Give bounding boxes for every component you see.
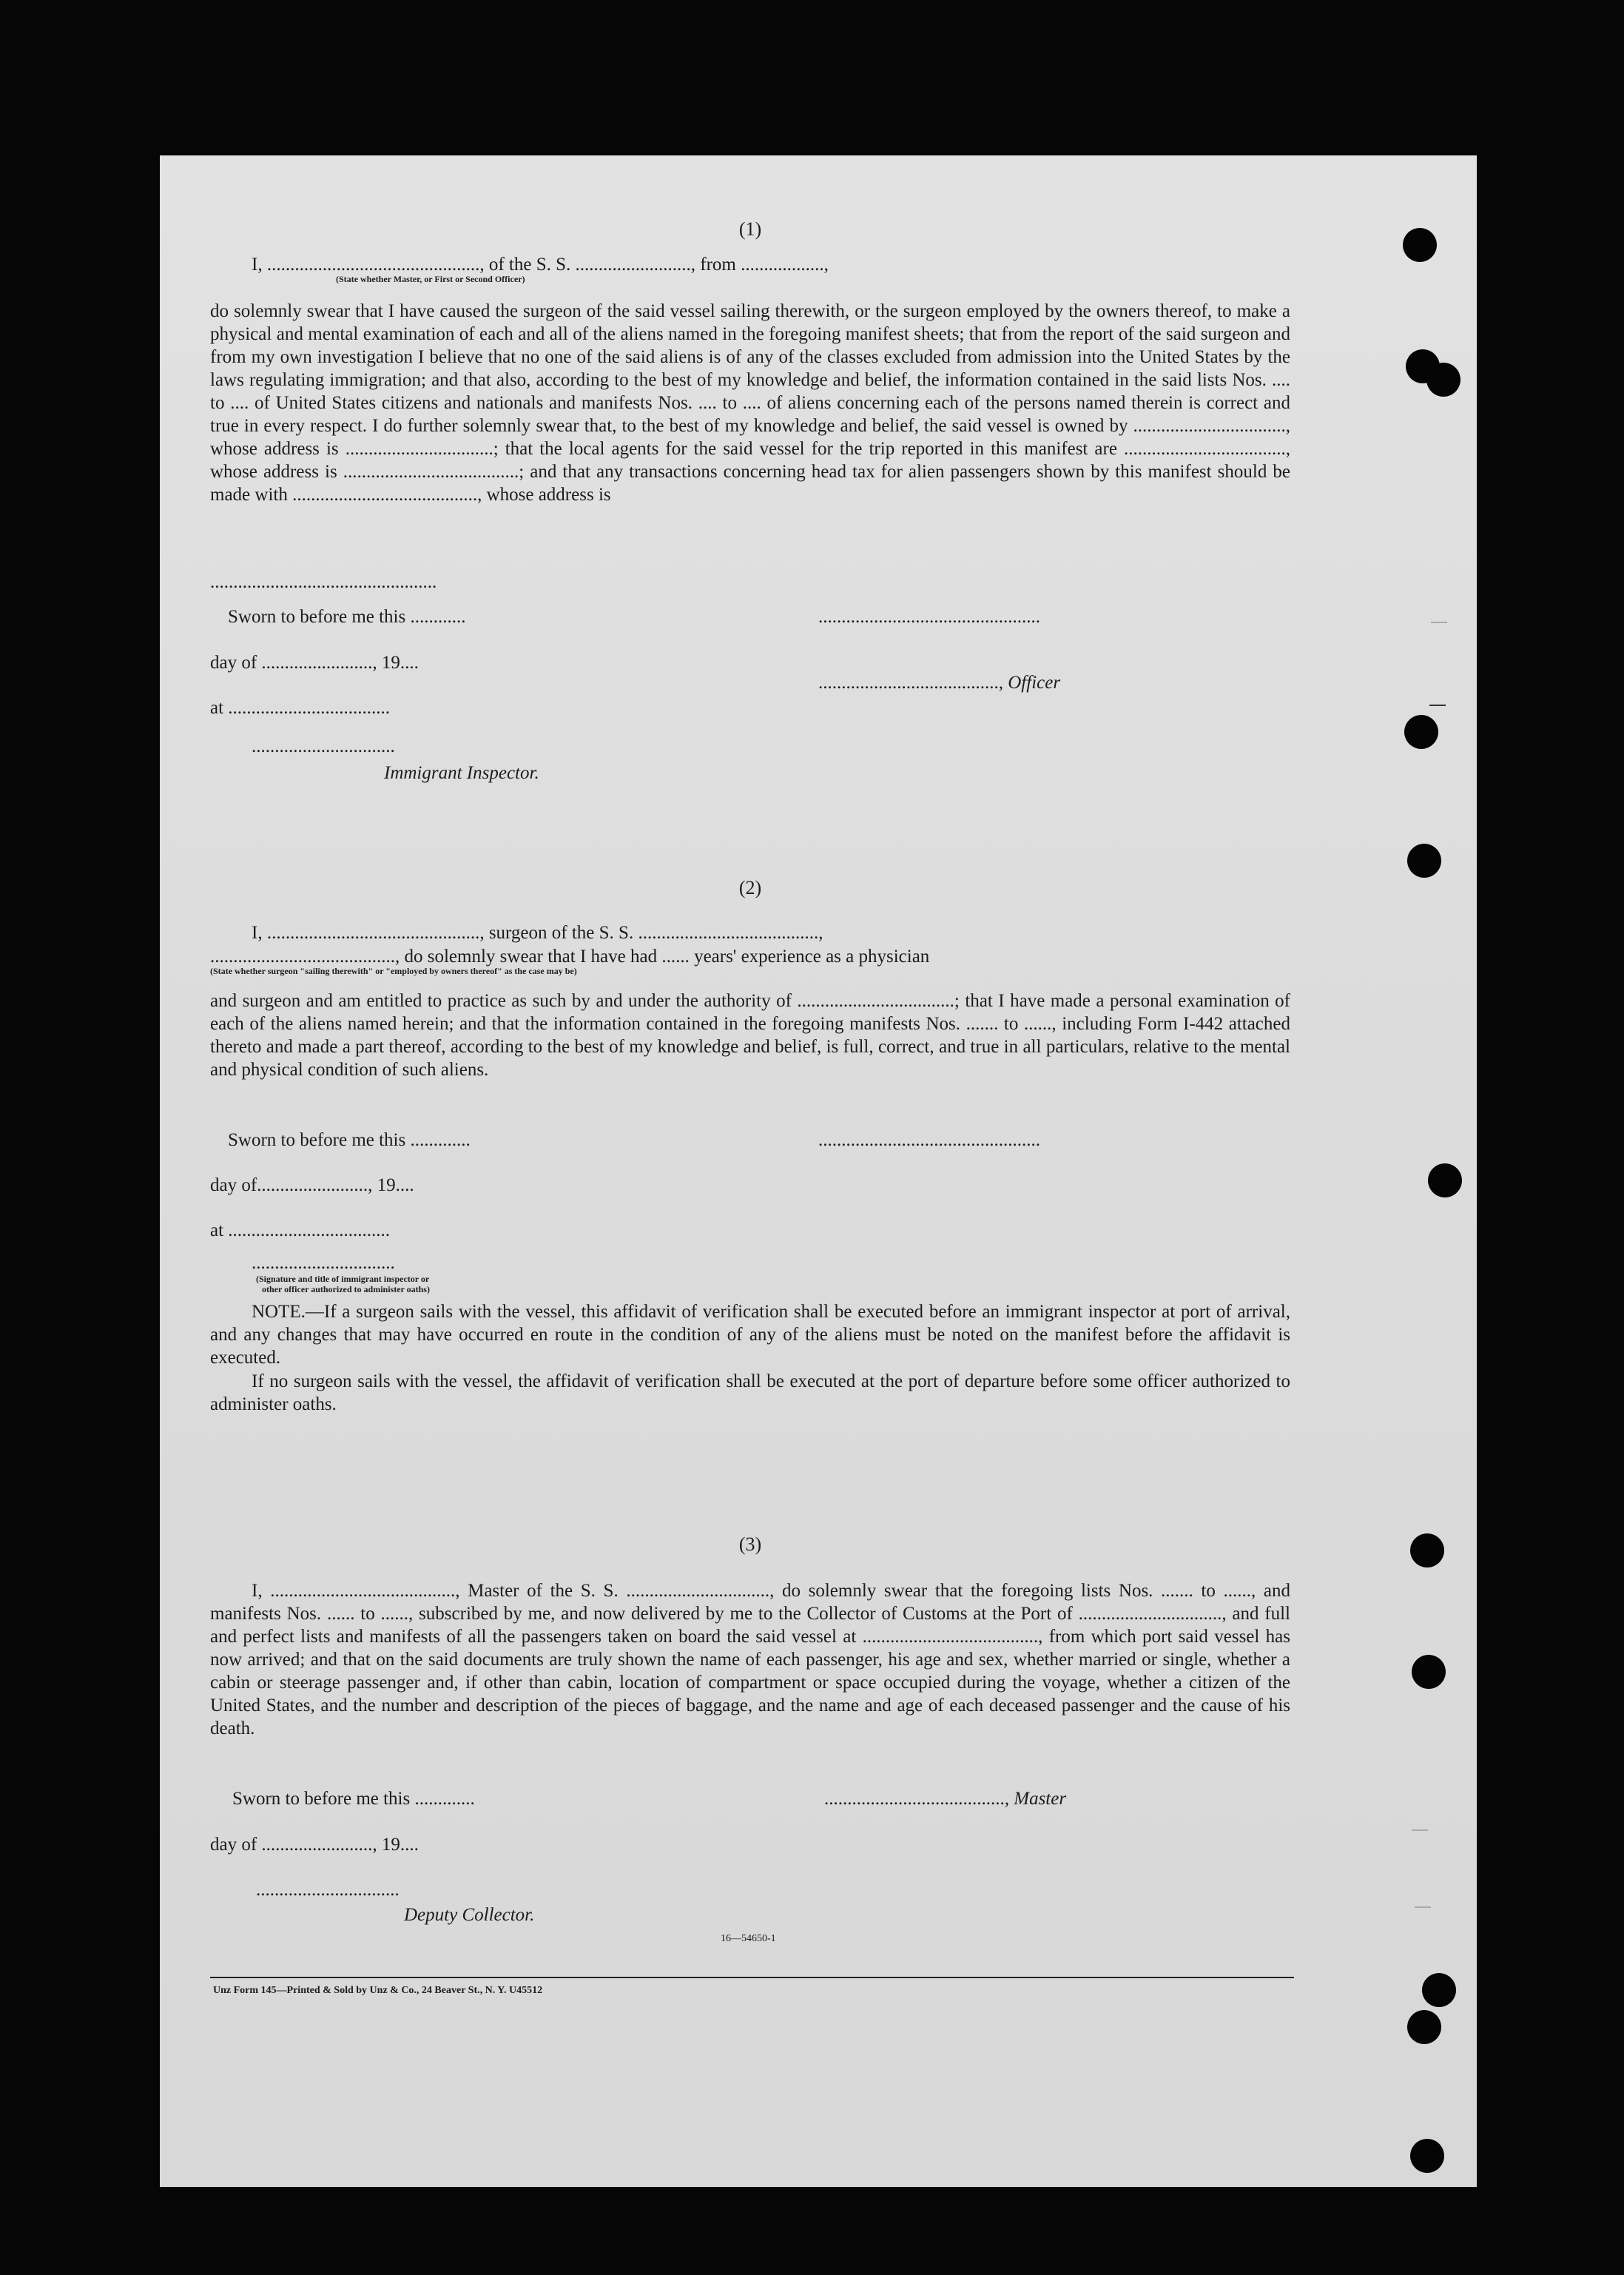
section-2-opening-note: (State whether surgeon "sailing therewith" or "employed by owners thereof" as the case may be) xyxy=(210,966,577,976)
section-3-day: day of ........................, 19.... xyxy=(210,1835,419,1855)
section-2 xyxy=(210,877,1290,1617)
section-3-body: I, ........................................, Master of the S. S. ..............................., do solemnly swear that the foregoing lists Nos. ....... to ......, and manifests Nos. ...... to ......, subscribed by me, and now delivered by me to the Collector of Customs at the Port of ..............................., and full and perfect lists and manifests of all the passengers taken on board the said vessel at ......................................, from which port said vessel has now arrived; and that on the said documents are truly shown the name of each passenger, his age and sex, whether married or single, whether a cabin or steerage passenger and, if other than cabin, location of compartment or space occupied during the voyage, whether a citizen of the United States, and the number and description of the pieces of baggage, and the name and age of each deceased passenger and the cause of his death. xyxy=(210,1581,1290,1738)
section-1-number: (1) xyxy=(738,218,762,240)
punch-hole xyxy=(1403,228,1437,262)
section-1 xyxy=(210,218,1290,944)
edge-mark xyxy=(1412,1829,1428,1831)
section-2-at: at ................................... xyxy=(210,1220,391,1240)
section-2-second-line: ........................................, do solemnly swear that I have had ...... years' experience as a physician xyxy=(210,947,930,967)
section-3-sworn: Sworn to before me this ............. xyxy=(232,1789,475,1809)
section-1-inspector-signature-line: ............................... xyxy=(252,736,395,756)
form-page xyxy=(160,155,1477,2187)
edge-mark xyxy=(1429,705,1446,706)
section-1-at: at ................................... xyxy=(210,698,391,718)
section-3-collector-label: Deputy Collector. xyxy=(404,1905,535,1925)
section-2-note-paragraph: NOTE.—If a surgeon sails with the vessel, this affidavit of verification shall be executed before an immigrant inspector at port of arrival, and any changes that may have occurred en route in the condition of any of the aliens must be noted on the manifest before the affidavit is executed. xyxy=(210,1302,1290,1368)
section-3-collector-signature-line: ............................... xyxy=(256,1880,400,1900)
section-2-signature-note-2: other officer authorized to administer oaths) xyxy=(262,1284,430,1294)
section-2-number: (2) xyxy=(738,877,762,898)
section-2-opening-line: I, .............................................., surgeon of the S. S. ......................................., xyxy=(252,923,823,943)
section-1-officer-dots: ....................................... xyxy=(818,673,999,693)
section-2-body: and surgeon and am entitled to practice as such by and under the authority of ..................................; that I have made a personal examination of each of the aliens named herein; and that the information contained in the foregoing manifests Nos. ....... to ......, including Form I-442 attached thereto and made a part thereof, according to the best of my knowledge and belief, is full, correct, and true in all particulars, relative to the mental and physical condition of such aliens. xyxy=(210,991,1290,1080)
section-1-body-end: ................................................. xyxy=(210,572,437,592)
edge-mark xyxy=(1415,1906,1431,1908)
section-3-number: (3) xyxy=(738,1533,762,1555)
section-1-opening-line: I, .............................................., of the S. S. ........................., from .................., xyxy=(252,255,829,275)
section-1-opening-note: (State whether Master, or First or Second Officer) xyxy=(336,274,525,284)
punch-hole xyxy=(1407,2010,1441,2044)
punch-hole xyxy=(1410,2139,1444,2173)
section-1-inspector-label: Immigrant Inspector. xyxy=(384,763,539,783)
edge-mark xyxy=(1431,622,1447,623)
section-3-master-label: , Master xyxy=(1004,1789,1067,1809)
section-1-officer-line xyxy=(818,673,1060,693)
section-1-day: day of ........................, 19.... xyxy=(210,653,419,673)
section-2-sworn: Sworn to before me this ............. xyxy=(228,1130,471,1150)
section-1-sworn: Sworn to before me this ............ xyxy=(228,607,466,627)
punch-hole xyxy=(1422,1973,1456,2007)
section-1-signature-line-right: ................................................ xyxy=(818,607,1040,627)
punch-hole xyxy=(1426,363,1460,397)
punch-hole xyxy=(1412,1655,1446,1689)
section-2-day: day of........................, 19.... xyxy=(210,1175,414,1195)
section-3 xyxy=(210,1533,1290,2111)
form-code: 16—54650-1 xyxy=(721,1933,776,1944)
punch-hole xyxy=(1404,715,1438,749)
section-2-signature-line-right: ................................................ xyxy=(818,1130,1040,1150)
punch-hole xyxy=(1407,844,1441,878)
section-2-signature-note-1: (Signature and title of immigrant inspector or xyxy=(256,1274,430,1284)
section-2-inspector-signature-line: ............................... xyxy=(252,1253,395,1273)
punch-hole xyxy=(1410,1533,1444,1567)
footer-rule xyxy=(210,1977,1294,1978)
printer-footer: Unz Form 145—Printed & Sold by Unz & Co., 24 Beaver St., N. Y. U45512 xyxy=(213,1985,543,1996)
section-1-officer-label: , Officer xyxy=(998,673,1061,693)
section-1-body: do solemnly swear that I have caused the surgeon of the said vessel sailing therewith, or the surgeon employed by the owners thereof, to make a physical and mental examination of each and all of the aliens named in the foregoing manifest sheets; that from the report of the said surgeon and from my own investigation I believe that no one of the said aliens is of any of the classes excluded from admission into the United States by the laws regulating immigration; and that also, according to the best of my knowledge and belief, the information contained in the said lists Nos. .... to .... of United States citizens and nationals and manifests Nos. .... to .... of aliens concerning each of the persons named therein is correct and true in every respect. I do further solemnly swear that, to the best of my knowledge and belief, the said vessel is owned by ................................., whose address is ................................; that the local agents for the said vessel for the trip reported in this manifest are ..................................., whose address is ......................................; and that any transactions concerning head tax for alien passengers shown by this manifest should be made with ........................................, whose address is xyxy=(210,301,1290,505)
section-2-note-paragraph-2: If no surgeon sails with the vessel, the affidavit of verification shall be executed at the port of departure before some officer authorized to administer oaths. xyxy=(210,1371,1290,1414)
punch-hole xyxy=(1428,1163,1462,1197)
section-3-master-dots: ....................................... xyxy=(824,1789,1005,1809)
section-3-master-line xyxy=(824,1789,1066,1809)
